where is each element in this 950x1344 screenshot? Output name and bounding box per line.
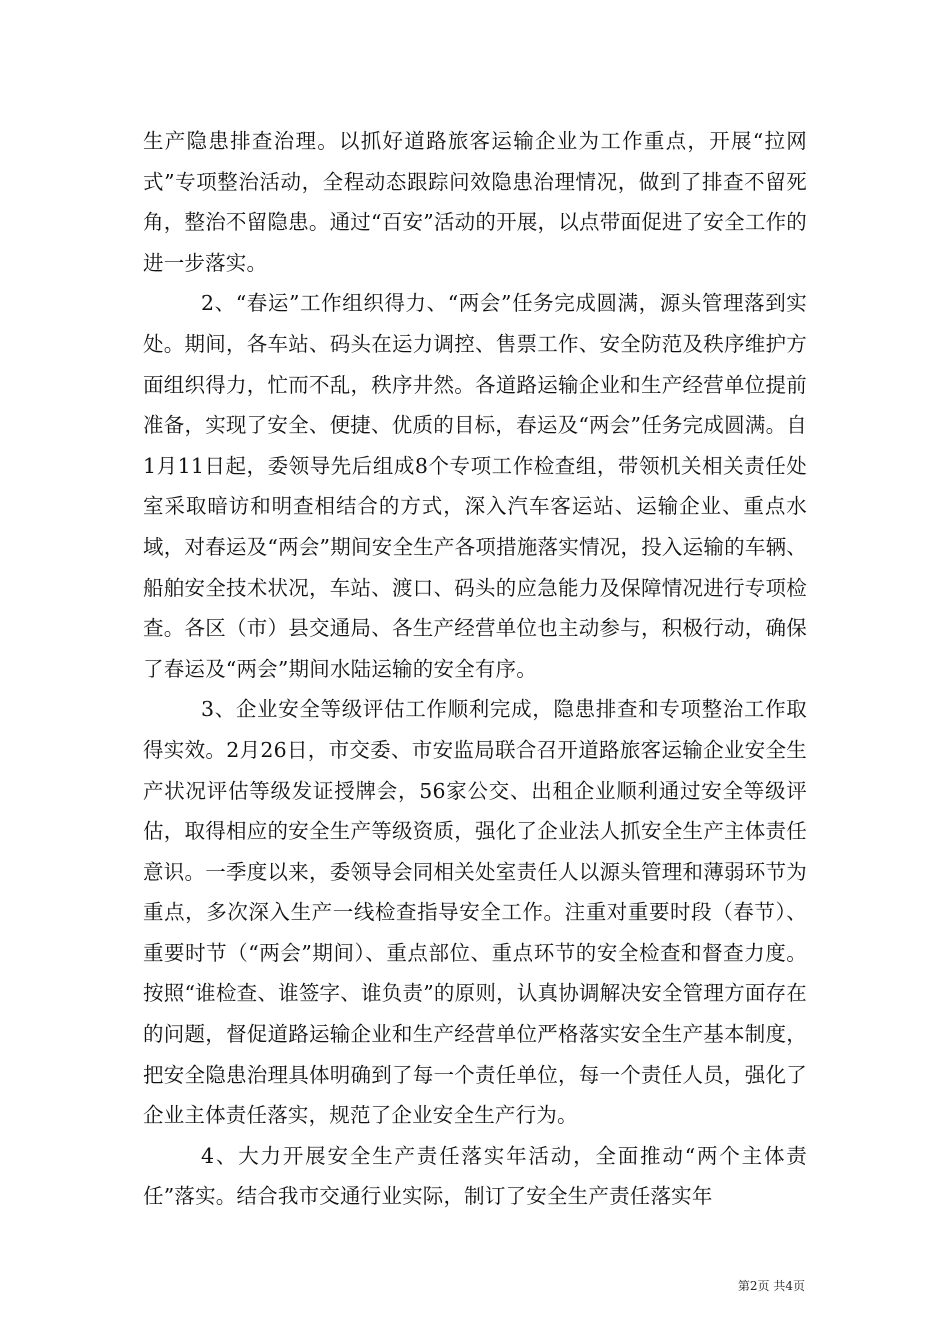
paragraph-2: 2、“春运”工作组织得力、“两会”任务完成圆满，源头管理落到实处。期间，各车站、码头在运力调控、售票工作、安全防范及秩序维护方面组织得力，忙而不乱，秩序井然。各道路运输企业和生产经营单位提前准备，实现了安全、便捷、优质的目标，春运及“两会”任务完成圆满。自1月11日起，委领导先后组成8个专项工作检查组，带领机关相关责任处室采取暗访和明查相结合的方式，深入汽车客运站、运输企业、重点水域，对春运及“两会”期间安全生产各项措施落实情况，投入运输的车辆、船舶安全技术状况，车站、渡口、码头的应急能力及保障情况进行专项检查。各区（市）县交通局、各生产经营单位也主动参与，积极行动，确保了春运及“两会”期间水陆运输的安全有序。 <box>143 291 807 681</box>
paragraph-3: 3、企业安全等级评估工作顺利完成，隐患排查和专项整治工作取得实效。2月26日，市交委、市安监局联合召开道路旅客运输企业安全生产状况评估等级发证授牌会，56家公交、出租企业顺利通过安全等级评估，取得相应的安全生产等级资质，强化了企业法人抓安全生产主体责任意识。一季度以来，委领导会同相关处室责任人以源头管理和薄弱环节为重点，多次深入生产一线检查指导安全工作。注重对重要时段（春节）、重要时节（“两会”期间）、重点部位、重点环节的安全检查和督查力度。按照“谁检查、谁签字、谁负责”的原则，认真协调解决安全管理方面存在的问题，督促道路运输企业和生产经营单位严格落实安全生产基本制度，把安全隐患治理具体明确到了每一个责任单位，每一个责任人员，强化了企业主体责任落实，规范了企业安全生产行为。 <box>143 697 807 1128</box>
page-number-footer: 第2页 共4页 <box>737 1279 805 1293</box>
paragraph-1: 生产隐患排查治理。以抓好道路旅客运输企业为工作重点，开展“拉网式”专项整治活动，全程动态跟踪问效隐患治理情况，做到了排查不留死角，整治不留隐患。通过“百安”活动的开展，以点带面促进了安全工作的进一步落实。 <box>143 129 807 275</box>
document-body <box>143 121 807 1217</box>
paragraph-4: 4、大力开展安全生产责任落实年活动，全面推动“两个主体责任”落实。结合我市交通行业实际，制订了安全生产责任落实年 <box>143 1143 807 1209</box>
